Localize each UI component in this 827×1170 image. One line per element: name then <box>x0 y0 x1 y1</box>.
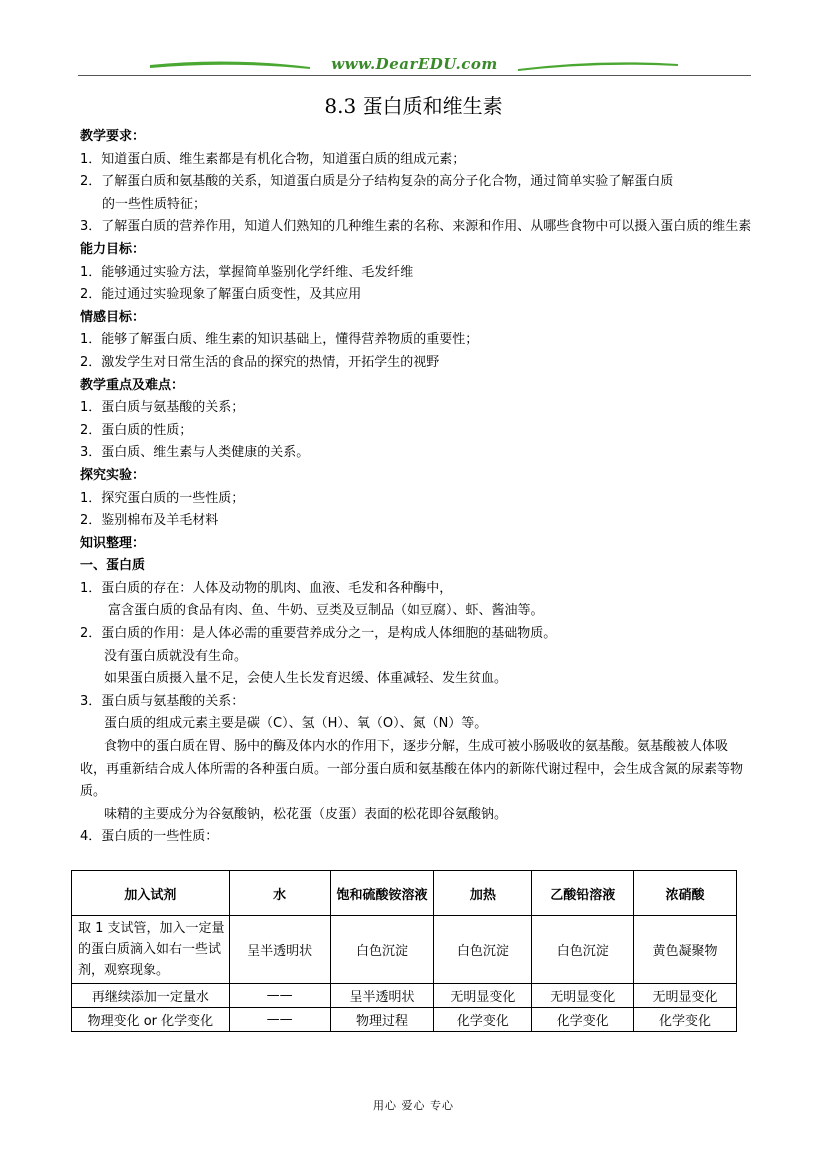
table-header-row <box>72 871 737 916</box>
table-header-cell: 乙酸铅溶液 <box>532 871 634 916</box>
table-cell: 取 1 支试管，加入一定量的蛋白质滴入如右一些试剂，观察现象。 <box>72 916 230 984</box>
paragraph: 味精的主要成分为谷氨酸钠，松花蛋（皮蛋）表面的松花即谷氨酸钠。 <box>104 806 508 822</box>
paragraph: 如果蛋白质摄入量不足，会使人生长发育迟缓、体重减轻、发生贫血。 <box>104 671 508 687</box>
table-header-cell: 加入试剂 <box>72 871 230 916</box>
list-item: 3．蛋白质、维生素与人类健康的关系。 <box>80 445 310 461</box>
list-item: 1．蛋白质的存在：人体及动物的肌肉、血液、毛发和各种酶中， <box>80 580 453 596</box>
list-item: 1．知道蛋白质、维生素都是有机化合物，知道蛋白质的组成元素； <box>80 151 466 167</box>
table-cell: 物理变化 or 化学变化 <box>72 1008 230 1032</box>
section-heading: 教学要求： <box>80 129 146 144</box>
protein-properties-table <box>71 870 737 1032</box>
table-cell: 白色沉淀 <box>434 916 532 984</box>
table-cell: 化学变化 <box>434 1008 532 1032</box>
subsection-heading: 一、蛋白质 <box>80 558 146 574</box>
page-title: 8.3 蛋白质和维生素 <box>324 94 503 118</box>
table-cell: 黄色凝聚物 <box>634 916 737 984</box>
site-header-banner <box>78 55 751 77</box>
list-item: 3．蛋白质与氨基酸的关系： <box>80 693 245 709</box>
list-item: 2．蛋白质的性质； <box>80 422 193 438</box>
table-header-cell: 浓硝酸 <box>634 871 737 916</box>
list-item: 1．蛋白质与氨基酸的关系； <box>80 400 245 416</box>
section-heading: 探究实验： <box>80 467 146 483</box>
list-item: 4．蛋白质的一些性质： <box>80 829 219 845</box>
table-row <box>72 916 737 984</box>
table-cell: 化学变化 <box>634 1008 737 1032</box>
section-heading: 情感目标： <box>80 309 146 325</box>
table-row <box>72 984 737 1008</box>
table-cell: —— <box>229 984 330 1008</box>
section-heading: 教学重点及难点： <box>80 377 185 393</box>
table-header-cell: 水 <box>229 871 330 916</box>
site-url: www.DearEDU.com <box>331 55 498 73</box>
section-heading: 能力目标： <box>80 241 146 257</box>
list-item: 2．能过通过实验现象了解蛋白质变性，及其应用 <box>80 287 362 303</box>
document-body <box>80 126 752 849</box>
paragraph: 富含蛋白质的食品有肉、鱼、牛奶、豆类及豆制品（如豆腐）、虾、酱油等。 <box>108 603 544 619</box>
list-item: 2．蛋白质的作用：是人体必需的重要营养成分之一，是构成人体细胞的基础物质。 <box>80 626 557 642</box>
page-footer: 用心 爱心 专心 <box>373 1099 454 1112</box>
list-item: 2．激发学生对日常生活的食品的探究的热情，开拓学生的视野 <box>80 354 440 370</box>
table-cell: 物理过程 <box>330 1008 434 1032</box>
list-item: 2．鉴别棉布及羊毛材料 <box>80 513 219 529</box>
header-rule <box>78 75 751 76</box>
table-cell: 无明显变化 <box>532 984 634 1008</box>
paragraph: 蛋白质的组成元素主要是碳（C）、氢（H）、氧（O）、氮（N）等。 <box>104 716 488 732</box>
table-cell: 呈半透明状 <box>330 984 434 1008</box>
list-item: 1．能够了解蛋白质、维生素的知识基础上，懂得营养物质的重要性； <box>80 332 479 348</box>
table-row <box>72 1008 737 1032</box>
table-cell: 呈半透明状 <box>229 916 330 984</box>
list-item: 1．探究蛋白质的一些性质； <box>80 490 245 506</box>
table-cell: 白色沉淀 <box>532 916 634 984</box>
list-item-continued: 的一些性质特征； <box>102 196 207 212</box>
table-cell: 化学变化 <box>532 1008 634 1032</box>
list-item: 2．了解蛋白质和氨基酸的关系，知道蛋白质是分子结构复杂的高分子化合物，通过简单实验了解蛋白质 <box>80 174 674 190</box>
table-cell: 无明显变化 <box>434 984 532 1008</box>
list-item: 1．能够通过实验方法，掌握简单鉴别化学纤维、毛发纤维 <box>80 264 414 280</box>
list-item: 3．了解蛋白质的营养作用，知道人们熟知的几种维生素的名称、来源和作用、从哪些食物中可以摄入蛋白质的维生素 <box>80 219 752 235</box>
table-header-cell: 加热 <box>434 871 532 916</box>
table-cell: 白色沉淀 <box>330 916 434 984</box>
paragraph: 食物中的蛋白质在胃、肠中的酶及体内水的作用下，逐步分解，生成可被小肠吸收的氨基酸。氨基酸被人体吸收，再重新结合成人体所需的各种蛋白质。一部分蛋白质和氨基酸在体内的新陈代谢过程中，会生成含氮的尿素等物质。 <box>80 739 744 800</box>
table-cell: 无明显变化 <box>634 984 737 1008</box>
paragraph: 没有蛋白质就没有生命。 <box>104 648 248 664</box>
section-heading: 知识整理： <box>80 535 146 551</box>
table-cell: 再继续添加一定量水 <box>72 984 230 1008</box>
table-header-cell: 饱和硫酸铵溶液 <box>330 871 434 916</box>
table-cell: —— <box>229 1008 330 1032</box>
